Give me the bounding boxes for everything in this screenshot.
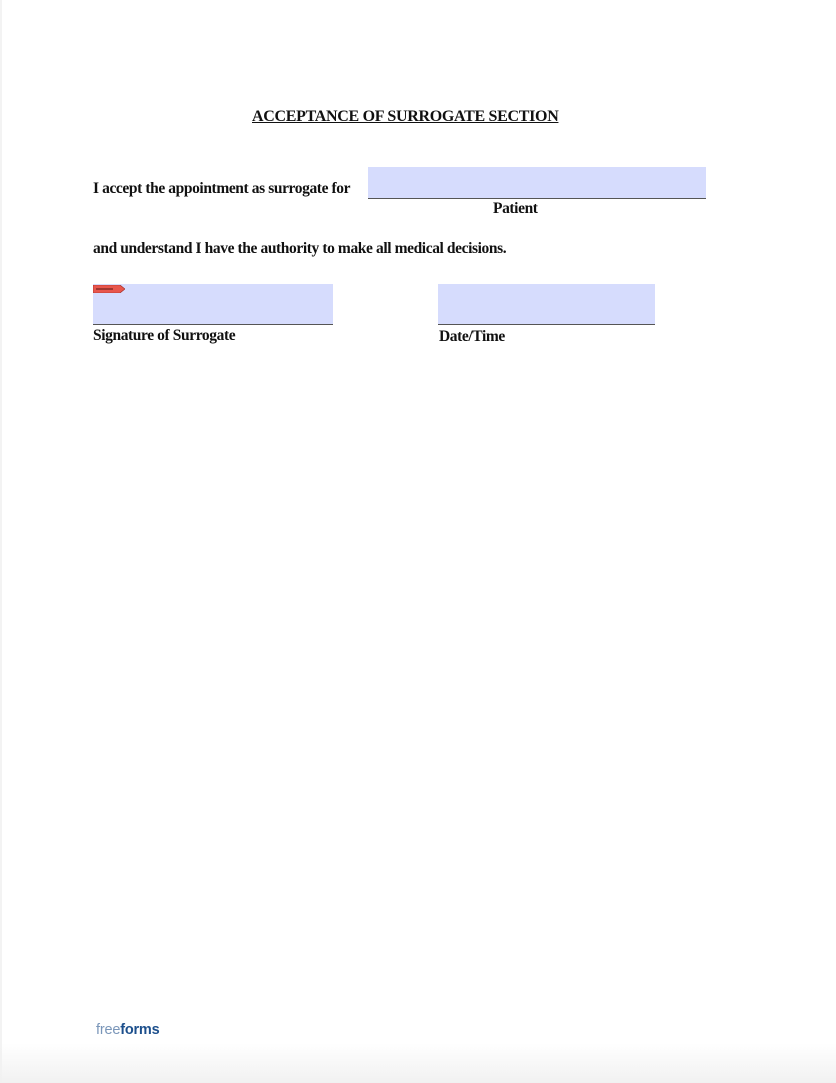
page-edge: [0, 0, 2, 1083]
sign-here-icon[interactable]: [93, 285, 125, 293]
page-title: ACCEPTANCE OF SURROGATE SECTION: [252, 108, 559, 125]
datetime-field[interactable]: [438, 284, 655, 325]
logo-free-text: free: [96, 1022, 121, 1038]
logo-forms-text: forms: [120, 1022, 160, 1038]
signature-label: Signature of Surrogate: [93, 327, 236, 344]
patient-label: Patient: [493, 200, 538, 217]
freeforms-logo[interactable]: [96, 1022, 159, 1038]
patient-name-field[interactable]: [368, 167, 706, 199]
datetime-label: Date/Time: [439, 328, 505, 345]
accept-statement: I accept the appointment as surrogate for: [93, 180, 351, 197]
signature-field[interactable]: [93, 284, 333, 325]
authority-statement: and understand I have the authority to make all medical decisions.: [93, 240, 507, 257]
page-bottom-shadow: [0, 1043, 836, 1083]
